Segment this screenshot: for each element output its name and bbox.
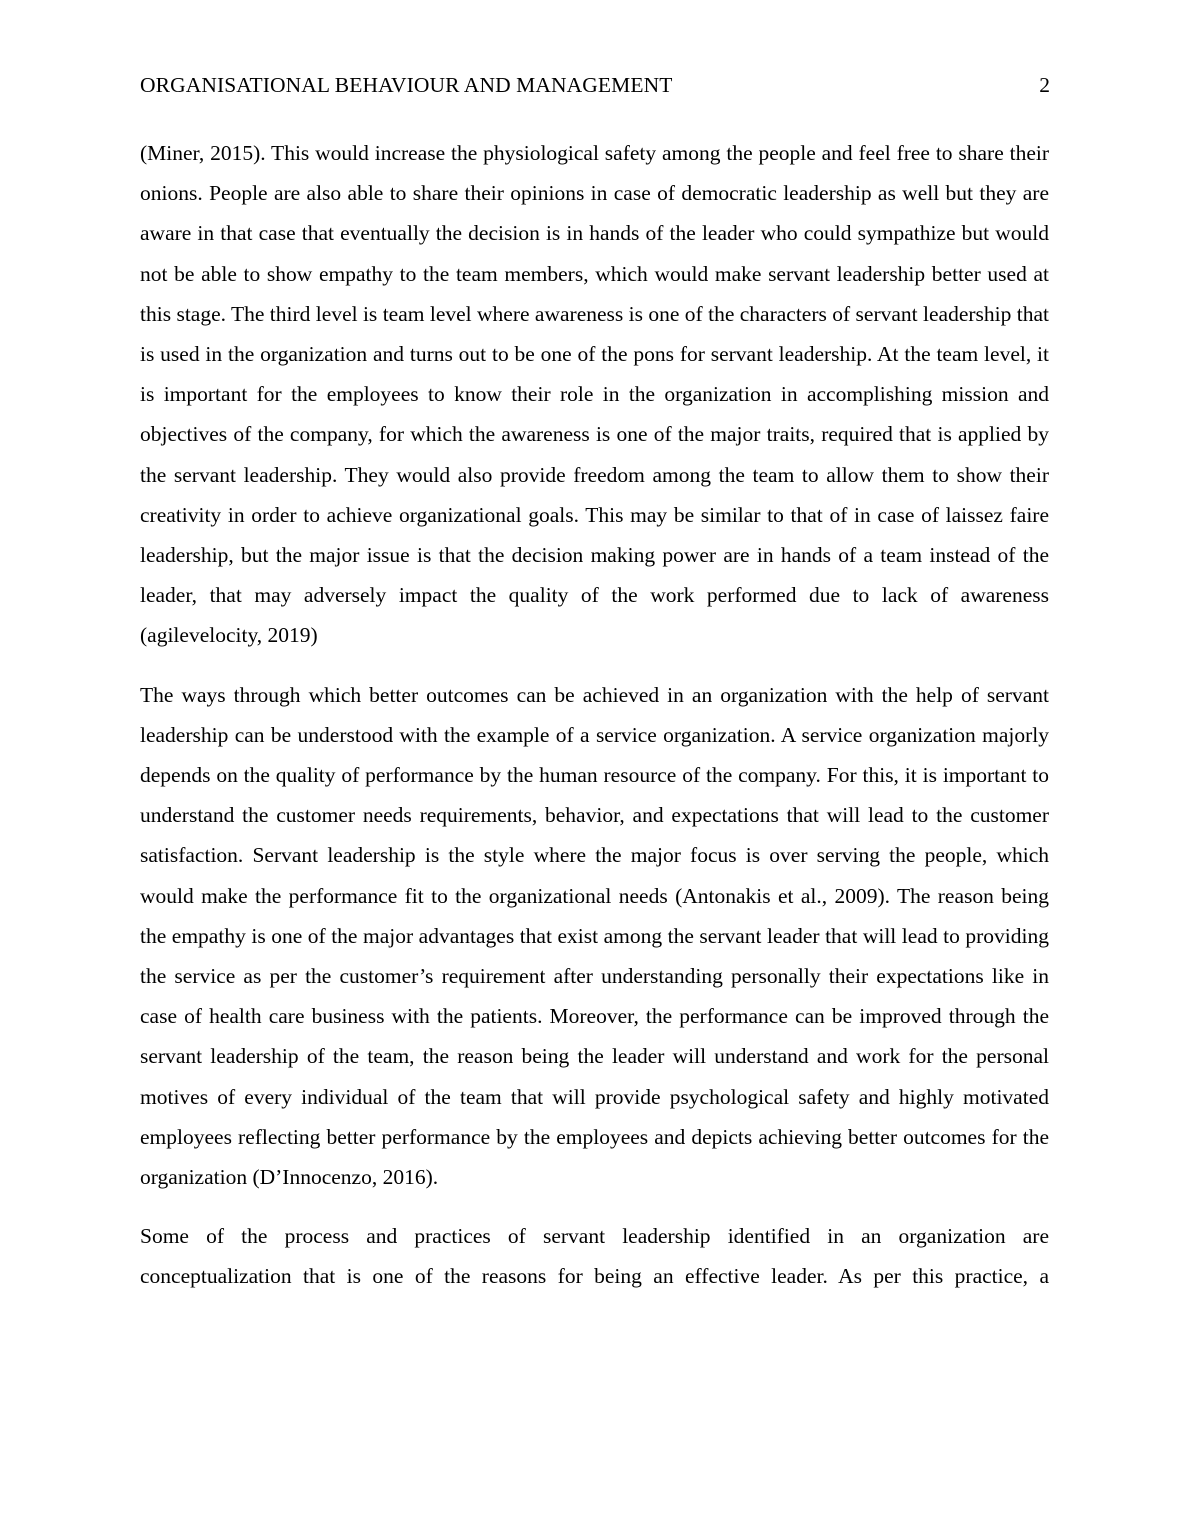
running-header [140,70,1050,100]
page-number: 2 [1039,73,1050,97]
body-text [140,133,1049,1316]
paragraph: (Miner, 2015). This would increase the physiological safety among the people and feel free to share their onions. People are also able to share their opinions in case of democratic leadership as well but they are aware in that case that eventually the decision is in hands of the leader who could sympathize but would not be able to show empathy to the team members, which would make servant leadership better used at this stage. The third level is team level where awareness is one of the characters of servant leadership that is used in the organization and turns out to be one of the pons for servant leadership. At the team level, it is important for the employees to know their role in the organization in accomplishing mission and objectives of the company, for which the awareness is one of the major traits, required that is applied by the servant leadership. They would also provide freedom among the team to allow them to show their creativity in order to achieve organizational goals. This may be similar to that of in case of laissez faire leadership, but the major issue is that the decision making power are in hands of a team instead of the leader, that may adversely impact the quality of the work performed due to lack of awareness (agilevelocity, 2019) [140,141,1049,648]
header-title: ORGANISATIONAL BEHAVIOUR AND MANAGEMENT [140,73,673,97]
paragraph: The ways through which better outcomes can be achieved in an organization with the help of servant leadership can be understood with the example of a service organization. A service organization majorly depends on the quality of performance by the human resource of the company. For this, it is important to understand the customer needs requirements, behavior, and expectations that will lead to the customer satisfaction. Servant leadership is the style where the major focus is over serving the people, which would make the performance fit to the organizational needs (Antonakis et al., 2009). The reason being the empathy is one of the major advantages that exist among the servant leader that will lead to providing the service as per the customer’s requirement after understanding personally their expectations like in case of health care business with the patients. Moreover, the performance can be improved through the servant leadership of the team, the reason being the leader will understand and work for the personal motives of every individual of the team that will provide psychological safety and highly motivated employees reflecting better performance by the employees and depicts achieving better outcomes for the organization (D’Innocenzo, 2016). [140,682,1049,1190]
paragraph: Some of the process and practices of servant leadership identified in an organization are conceptualization that is one of the reasons for being an effective leader. As per this practice, a [140,1224,1049,1289]
